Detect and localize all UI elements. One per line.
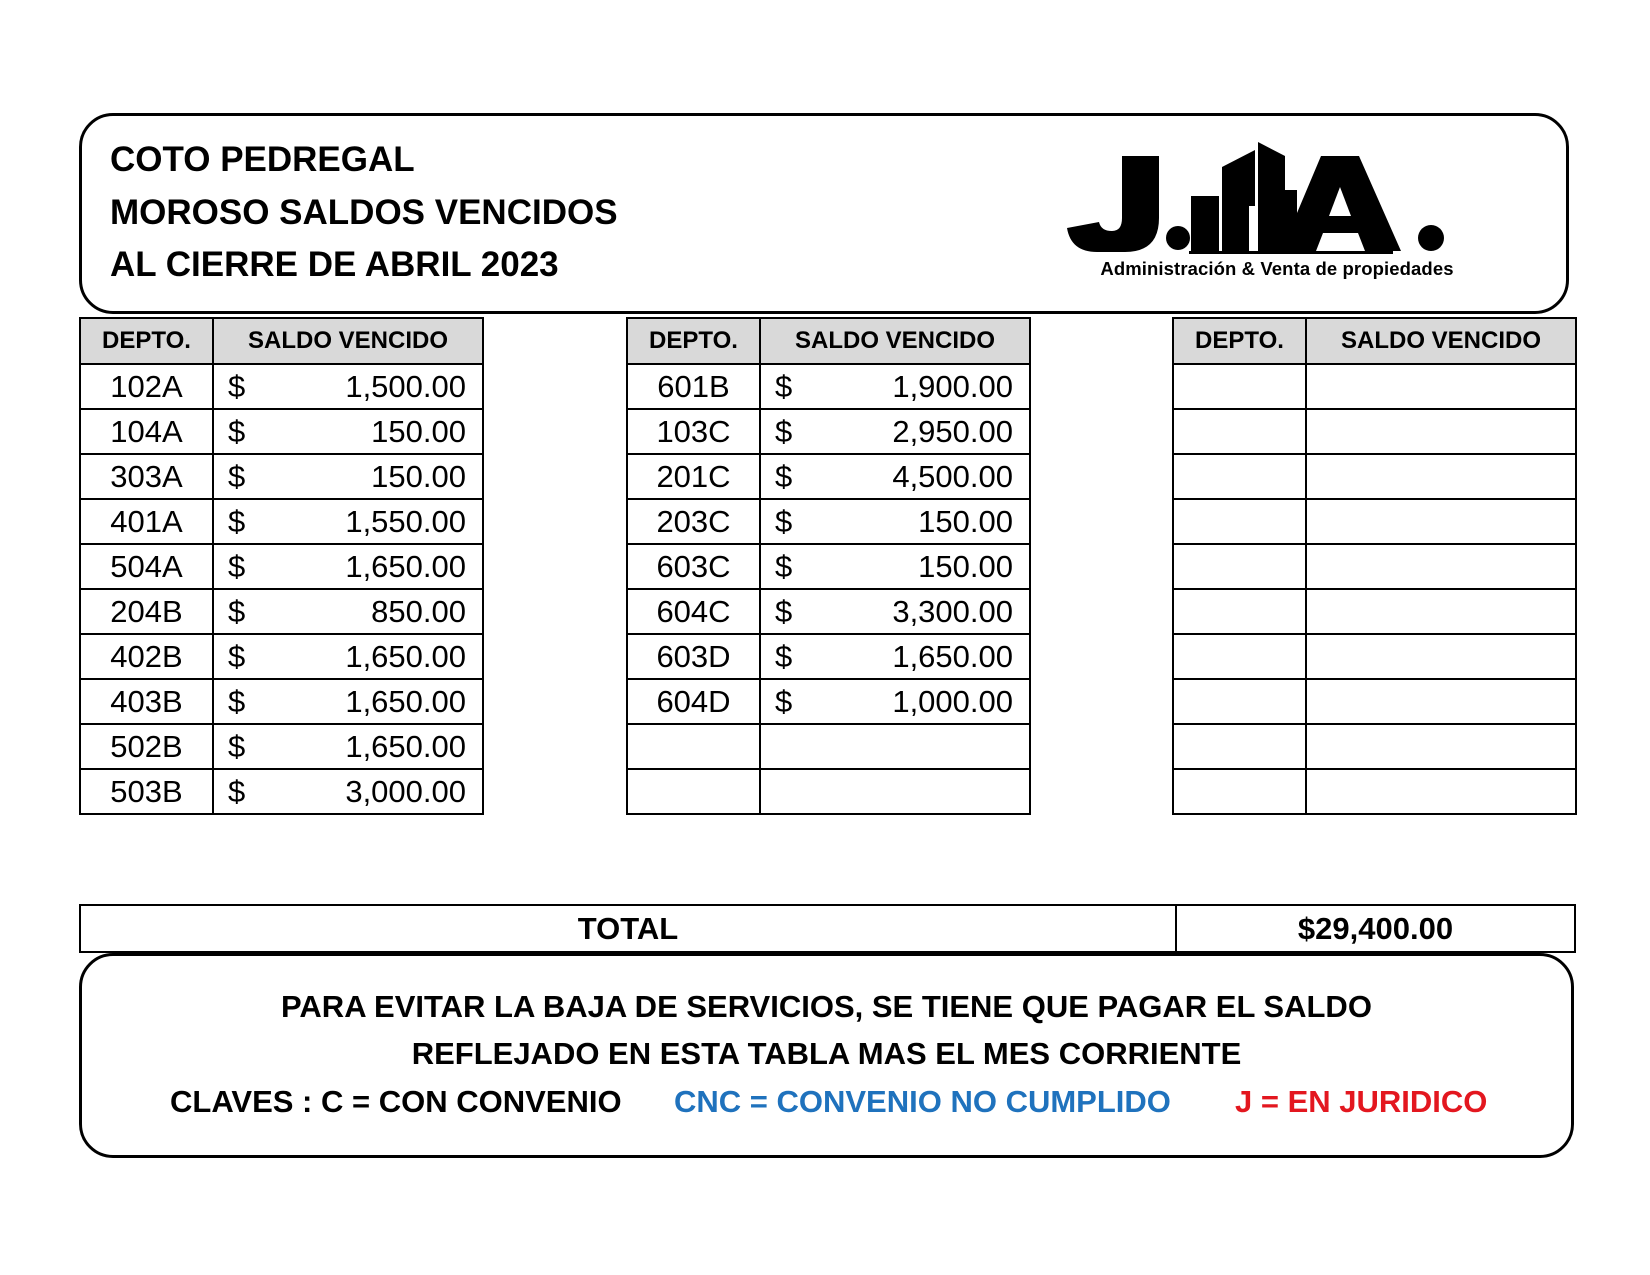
saldo-cell [1306,499,1576,544]
saldo-cell [760,544,1030,589]
amount-value: 1,550.00 [345,503,466,539]
depto-cell [627,724,760,769]
saldo-cell [1306,409,1576,454]
saldo-column-header: SALDO VENCIDO [1306,318,1576,364]
table-row [80,679,483,724]
table-row [627,499,1030,544]
table-row [1173,589,1576,634]
depto-column-header: DEPTO. [627,318,760,364]
depto-cell [627,769,760,814]
depto-cell: 601B [627,364,760,409]
saldo-cell [213,409,483,454]
report-header [79,113,1569,314]
depto-cell [1173,454,1306,499]
depto-cell [1173,679,1306,724]
saldo-cell [213,634,483,679]
currency-symbol: $ [228,683,246,719]
saldo-cell [1306,454,1576,499]
depto-cell: 102A [80,364,213,409]
table-row [627,769,1030,814]
amount-value: 1,500.00 [345,368,466,404]
table-row [80,544,483,589]
amount-value: 1,650.00 [345,548,466,584]
depto-cell: 203C [627,499,760,544]
notice-box [79,953,1574,1158]
key-en-juridico: J = EN JURIDICO [1235,1084,1488,1119]
table-row [80,409,483,454]
table-row [627,634,1030,679]
depto-cell [1173,769,1306,814]
currency-symbol: $ [228,368,246,404]
depto-cell: 303A [80,454,213,499]
depto-cell [1173,544,1306,589]
saldo-cell [1306,544,1576,589]
table-row [80,724,483,769]
currency-symbol: $ [775,593,793,629]
depto-cell: 603D [627,634,760,679]
amount-value: 3,300.00 [892,593,1013,629]
depto-cell: 503B [80,769,213,814]
saldo-cell [213,589,483,634]
table-header-row [1173,318,1576,364]
table-row [1173,679,1576,724]
table-row [1173,544,1576,589]
saldo-cell [1306,679,1576,724]
currency-symbol: $ [228,728,246,764]
saldo-cell [760,634,1030,679]
amount-value: 1,650.00 [345,638,466,674]
saldo-cell [213,364,483,409]
saldo-cell [213,544,483,589]
amount-value: 2,950.00 [892,413,1013,449]
depto-cell: 502B [80,724,213,769]
depto-cell: 104A [80,409,213,454]
balances-table-3 [1172,317,1577,815]
balances-table-2 [626,317,1031,815]
depto-cell: 504A [80,544,213,589]
currency-symbol: $ [775,548,793,584]
saldo-cell [1306,364,1576,409]
total-row [79,904,1576,953]
saldo-cell [1306,589,1576,634]
saldo-cell [1306,634,1576,679]
depto-cell [1173,634,1306,679]
saldo-column-header: SALDO VENCIDO [213,318,483,364]
total-label: TOTAL [80,905,1176,952]
amount-value: 1,650.00 [892,638,1013,674]
table-row [1173,499,1576,544]
table-row [627,364,1030,409]
amount-value: 1,650.00 [345,728,466,764]
depto-cell: 604C [627,589,760,634]
notice-line-1: PARA EVITAR LA BAJA DE SERVICIOS, SE TIENE QUE PAGAR EL SALDO [281,989,1372,1024]
depto-cell: 604D [627,679,760,724]
depto-cell: 204B [80,589,213,634]
currency-symbol: $ [775,413,793,449]
company-title: COTO PEDREGAL [110,140,415,179]
amount-value: 150.00 [918,548,1013,584]
currency-symbol: $ [228,413,246,449]
depto-cell: 103C [627,409,760,454]
saldo-cell [760,679,1030,724]
saldo-cell [1306,724,1576,769]
table-row [80,634,483,679]
saldo-cell [213,724,483,769]
amount-value: 1,900.00 [892,368,1013,404]
table-row [1173,769,1576,814]
amount-value: 4,500.00 [892,458,1013,494]
depto-cell [1173,499,1306,544]
currency-symbol: $ [775,458,793,494]
currency-symbol: $ [775,503,793,539]
table-header-row [627,318,1030,364]
depto-cell [1173,409,1306,454]
amount-value: 150.00 [371,458,466,494]
amount-value: 3,000.00 [345,773,466,809]
depto-cell: 603C [627,544,760,589]
depto-cell: 401A [80,499,213,544]
total-value: $29,400.00 [1176,905,1575,952]
depto-column-header: DEPTO. [1173,318,1306,364]
logo-mark-icon [1067,132,1487,257]
report-period: AL CIERRE DE ABRIL 2023 [110,245,559,284]
table-row [80,769,483,814]
currency-symbol: $ [228,458,246,494]
saldo-cell [213,679,483,724]
depto-cell: 403B [80,679,213,724]
depto-cell: 402B [80,634,213,679]
amount-value: 1,650.00 [345,683,466,719]
saldo-cell [213,454,483,499]
table-row [80,454,483,499]
saldo-cell [760,589,1030,634]
table-row [80,364,483,409]
saldo-cell [213,769,483,814]
depto-cell: 201C [627,454,760,499]
table-row [1173,364,1576,409]
table-row [1173,724,1576,769]
amount-value: 1,000.00 [892,683,1013,719]
table-row [627,454,1030,499]
saldo-cell [760,364,1030,409]
saldo-cell [760,409,1030,454]
depto-cell [1173,724,1306,769]
table-row [1173,409,1576,454]
currency-symbol: $ [228,503,246,539]
saldo-cell [1306,769,1576,814]
saldo-cell [213,499,483,544]
company-logo [1067,132,1487,307]
depto-column-header: DEPTO. [80,318,213,364]
table-row [627,409,1030,454]
amount-value: 850.00 [371,593,466,629]
depto-cell [1173,364,1306,409]
table-row [627,679,1030,724]
currency-symbol: $ [775,683,793,719]
currency-symbol: $ [228,548,246,584]
currency-symbol: $ [775,638,793,674]
amount-value: 150.00 [918,503,1013,539]
key-con-convenio: CLAVES : C = CON CONVENIO [170,1084,622,1119]
amount-value: 150.00 [371,413,466,449]
report-title: MOROSO SALDOS VENCIDOS [110,193,618,232]
saldo-cell [760,454,1030,499]
logo-tagline: Administración & Venta de propiedades [1100,258,1454,279]
currency-symbol: $ [775,368,793,404]
currency-symbol: $ [228,773,246,809]
saldo-cell [760,724,1030,769]
table-row [627,544,1030,589]
currency-symbol: $ [228,593,246,629]
saldo-column-header: SALDO VENCIDO [760,318,1030,364]
table-row [80,589,483,634]
table-row [1173,634,1576,679]
table-row [627,724,1030,769]
table-header-row [80,318,483,364]
currency-symbol: $ [228,638,246,674]
notice-line-2: REFLEJADO EN ESTA TABLA MAS EL MES CORRIENTE [411,1036,1242,1071]
depto-cell [1173,589,1306,634]
balances-table-1 [79,317,484,815]
table-row [627,589,1030,634]
saldo-cell [760,499,1030,544]
key-convenio-no-cumplido: CNC = CONVENIO NO CUMPLIDO [674,1084,1171,1119]
table-row [80,499,483,544]
saldo-cell [760,769,1030,814]
table-row [1173,454,1576,499]
